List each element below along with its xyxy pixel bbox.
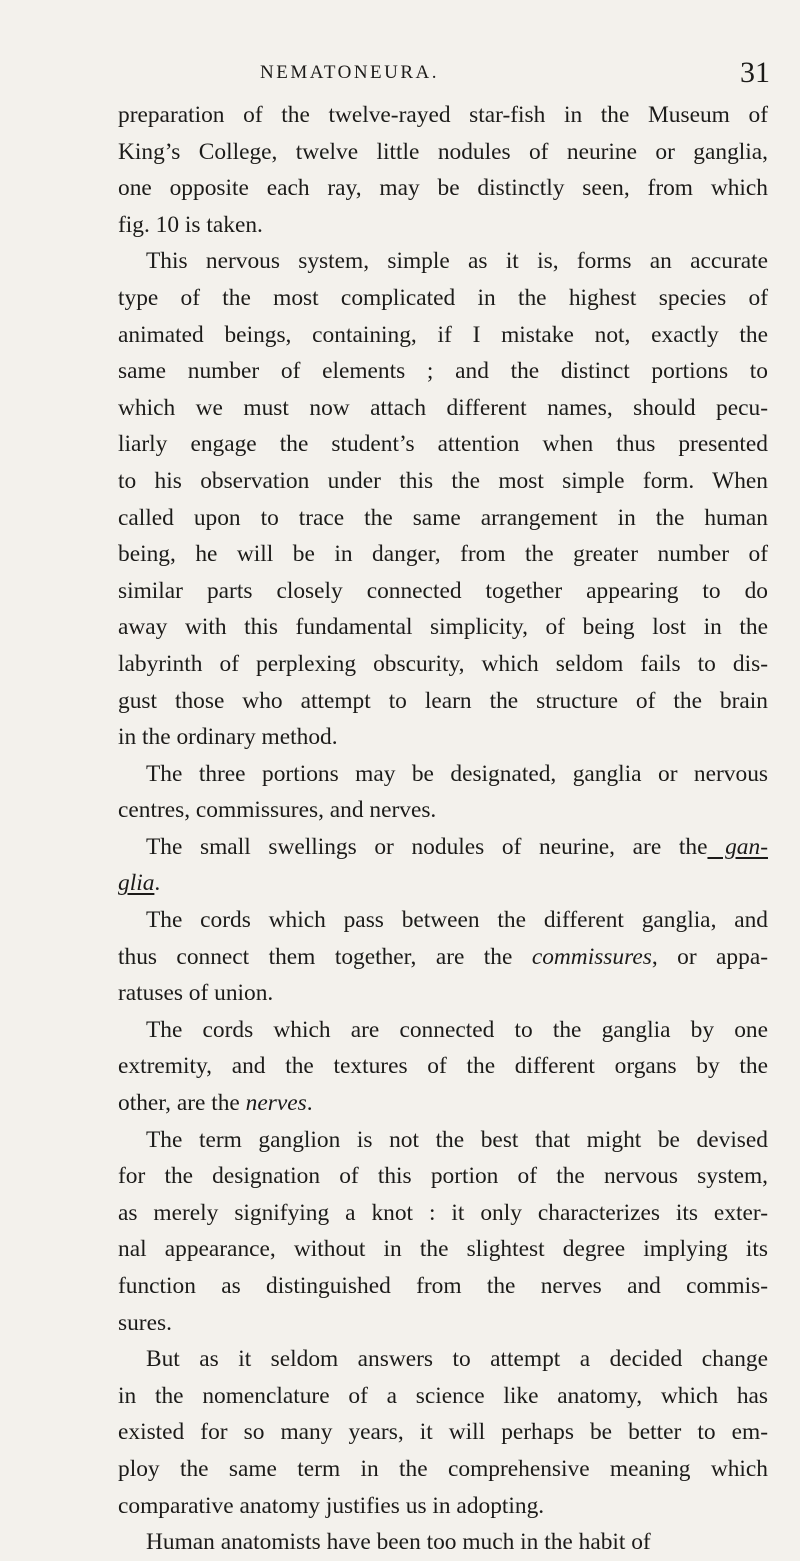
text-line: similar parts closely connected together appearing to do [118,577,768,604]
text-line: which we must now attach different names, should pecu- [118,394,768,421]
text-line: labyrinth of perplexing obscurity, which seldom fails to dis- [118,650,768,677]
text-line: same number of elements ; and the distinct portions to [118,358,768,385]
text-line: gust those who attempt to learn the structure of the brain [118,687,768,714]
text-line: away with this fundamental simplicity, of being lost in the [118,614,768,641]
text-line: sures. [118,1309,172,1336]
text-line: King’s College, twelve little nodules of neurine or ganglia, [118,138,768,165]
text-line: Human anatomists have been too much in the habit of [146,1529,651,1556]
text-line: for the designation of this portion of the nervous system, [118,1163,768,1190]
text-line: thus connect them together, are the commissures, or appa- [118,943,768,970]
text-line: in the ordinary method. [118,724,338,751]
running-title: NEMATONEURA. [260,62,440,83]
text-line: fig. 10 is taken. [118,211,263,238]
text-line: called upon to trace the same arrangement in the human [118,504,768,531]
italic-term: gan- [707,833,768,860]
text-line: ploy the same term in the comprehensive meaning which [118,1455,768,1482]
text-line: being, he will be in danger, from the greater number of [118,541,768,568]
text-line: preparation of the twelve-rayed star-fish in the Museum of [118,102,768,128]
italic-term: glia [118,870,155,897]
text-line: as merely signifying a knot : it only characterizes its exter- [118,1199,768,1226]
text-line: The cords which are connected to the ganglia by one [146,1016,768,1043]
text-line: function as distinguished from the nerves and commis- [118,1273,768,1299]
italic-term: nerves [239,1090,307,1117]
text-line: This nervous system, simple as it is, forms an accurate [146,248,768,275]
text-line: animated beings, containing, if I mistake not, exactly the [118,321,768,348]
text-line: centres, commissures, and nerves. [118,797,437,824]
text-line: liarly engage the student’s attention when thus presented [118,431,768,458]
text-line: one opposite each ray, may be distinctly seen, from which [118,175,768,202]
body-text [118,97,768,1561]
text-line: comparative anatomy justifies us in adopting. [118,1492,545,1519]
text-line: extremity, and the textures of the different organs by the [118,1053,768,1080]
text-line: to his observation under this the most simple form. When [118,467,768,494]
italic-term: commissures [512,943,652,970]
text-line: But as it seldom answers to attempt a decided change [146,1346,768,1373]
text-line: type of the most complicated in the highest species of [118,284,768,311]
text-line: The small swellings or nodules of neurine, are the gan- [146,833,768,860]
text-line: other, are the nerves. [118,1090,313,1117]
text-line: The cords which pass between the different ganglia, and [146,907,768,934]
text-line: The three portions may be designated, ganglia or nervous [146,760,768,787]
text-line: nal appearance, without in the slightest degree implying its [118,1236,768,1263]
text-line: ratuses of union. [118,980,274,1007]
text-line: existed for so many years, it will perhaps be better to em- [118,1419,768,1446]
text-line: glia. [118,870,161,897]
text-line: The term ganglion is not the best that might be devised [146,1126,768,1153]
text-line: in the nomenclature of a science like anatomy, which has [118,1382,768,1409]
page-number: 31 [740,56,770,89]
running-head [0,56,800,92]
